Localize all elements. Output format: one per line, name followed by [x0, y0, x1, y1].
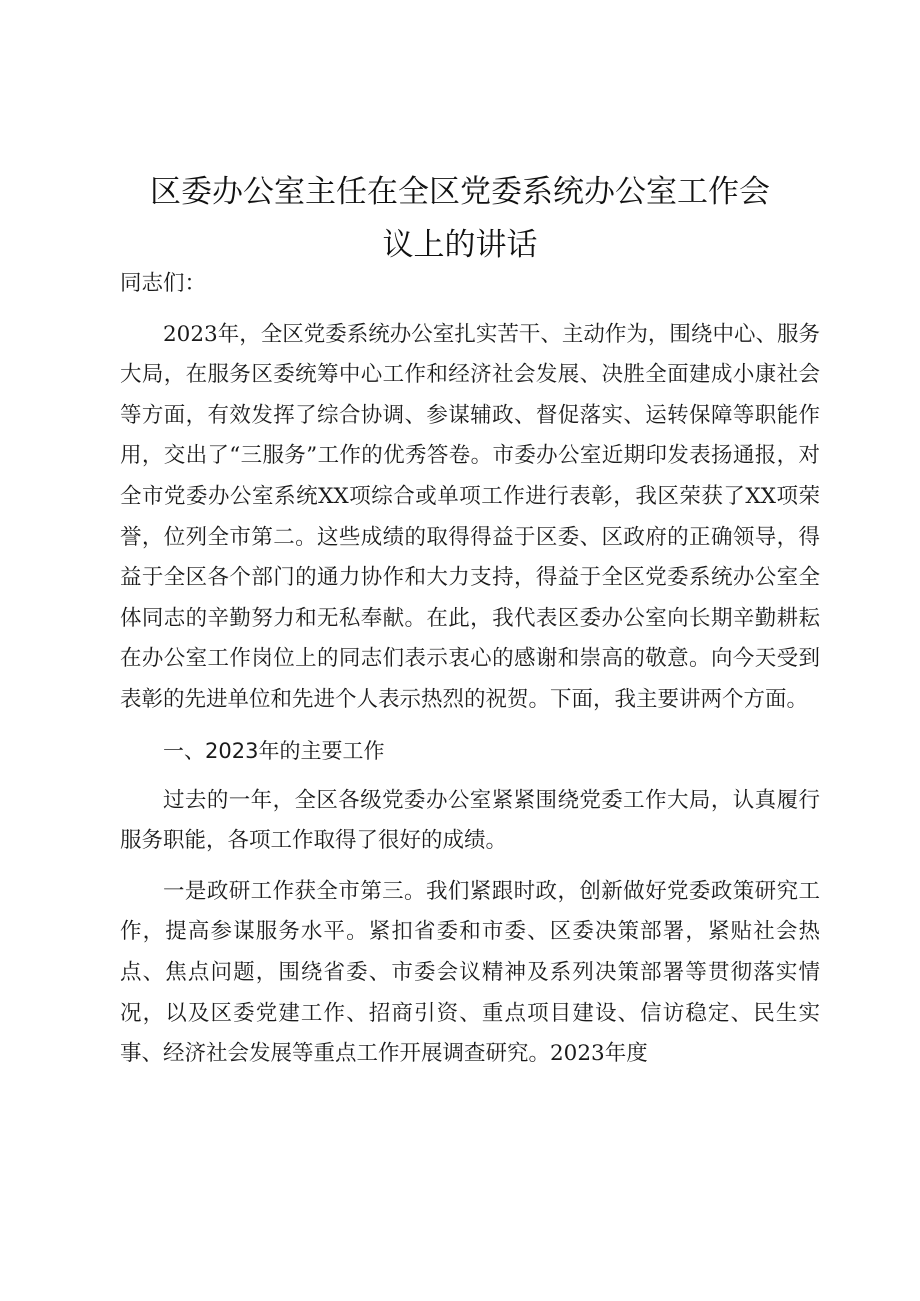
document-body: [120, 264, 820, 1075]
paragraph-3: 一是政研工作获全市第三。我们紧跟时政，创新做好党委政策研究工作，提高参谋服务水平。紧扣省委和市委、区委决策部署，紧贴社会热点、焦点问题，围绕省委、市委会议精神及系列决策部署等贯彻落实情况，以及区委党建工作、招商引资、重点项目建设、信访稳定、民生实事、经济社会发展等重点工作开展调查研究。2023年度: [120, 878, 820, 1067]
document-title: [120, 166, 800, 272]
title-line-1: 区委办公室主任在全区党委系统办公室工作会: [150, 174, 770, 210]
title-line-2: 议上的讲话: [382, 227, 538, 263]
paragraph-2: 过去的一年，全区各级党委办公室紧紧围绕党委工作大局，认真履行服务职能，各项工作取得了很好的成绩。: [120, 787, 820, 854]
section-heading-1: 一、2023年的主要工作: [163, 738, 385, 763]
paragraph-1: 2023年，全区党委系统办公室扎实苦干、主动作为，围绕中心、服务大局，在服务区委统筹中心工作和经济社会发展、决胜全面建成小康社会等方面，有效发挥了综合协调、参谋辅政、督促落实、运转保障等职能作用，交出了“三服务”工作的优秀答卷。市委办公室近期印发表扬通报，对全市党委办公室系统XX项综合或单项工作进行表彰，我区荣获了XX项荣誉，位列全市第二。这些成绩的取得得益于区委、区政府的正确领导，得益于全区各个部门的通力协作和大力支持，得益于全区党委系统办公室全体同志的辛勤努力和无私奉献。在此，我代表区委办公室向长期辛勤耕耘在办公室工作岗位上的同志们表示衷心的感谢和崇高的敬意。向今天受到表彰的先进单位和先进个人表示热烈的祝贺。下面，我主要讲两个方面。: [120, 321, 820, 712]
salutation: 同志们：: [120, 271, 207, 296]
